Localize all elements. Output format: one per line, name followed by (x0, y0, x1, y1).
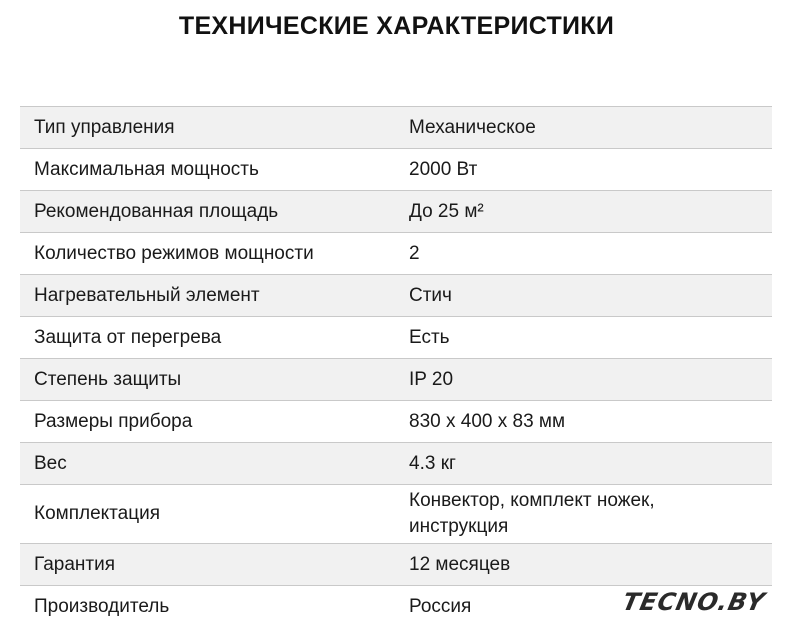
spec-row (20, 107, 772, 149)
spec-value: 12 месяцев (409, 553, 511, 575)
spec-key: Производитель (34, 595, 170, 617)
spec-key: Вес (34, 452, 67, 474)
spec-key: Комплектация (34, 503, 161, 524)
spec-key: Степень защиты (34, 368, 182, 390)
spec-row (20, 191, 772, 233)
spec-key: Защита от перегрева (34, 326, 222, 348)
spec-row (20, 233, 772, 275)
spec-value: Россия (409, 595, 472, 617)
spec-key: Максимальная мощность (34, 158, 259, 180)
spec-row (20, 149, 772, 191)
spec-value: Конвектор, комплект ножек, инструкция (409, 490, 655, 537)
spec-value: 830 х 400 х 83 мм (409, 410, 566, 432)
spec-row (20, 275, 772, 317)
spec-row (20, 443, 772, 485)
spec-table (20, 106, 772, 627)
spec-value: 2 (409, 242, 420, 264)
spec-value: IP 20 (409, 368, 454, 390)
spec-key: Рекомендованная площадь (34, 200, 279, 222)
spec-key: Тип управления (34, 116, 175, 138)
spec-key: Размеры прибора (34, 410, 193, 432)
spec-value: До 25 м² (409, 200, 484, 222)
spec-row (20, 485, 772, 544)
spec-row (20, 359, 772, 401)
spec-row (20, 544, 772, 586)
spec-value: 4.3 кг (409, 452, 456, 474)
spec-key: Количество режимов мощности (34, 242, 314, 264)
spec-value: Механическое (409, 116, 536, 138)
brand-logo: TECNO.BY (620, 588, 768, 616)
page-title: ТЕХНИЧЕСКИЕ ХАРАКТЕРИСТИКИ (178, 12, 615, 40)
spec-value: Стич (409, 284, 452, 306)
spec-value: Есть (409, 326, 450, 348)
spec-key: Нагревательный элемент (34, 284, 260, 306)
spec-key: Гарантия (34, 553, 116, 575)
spec-row (20, 401, 772, 443)
spec-row (20, 317, 772, 359)
spec-value: 2000 Вт (409, 158, 478, 180)
